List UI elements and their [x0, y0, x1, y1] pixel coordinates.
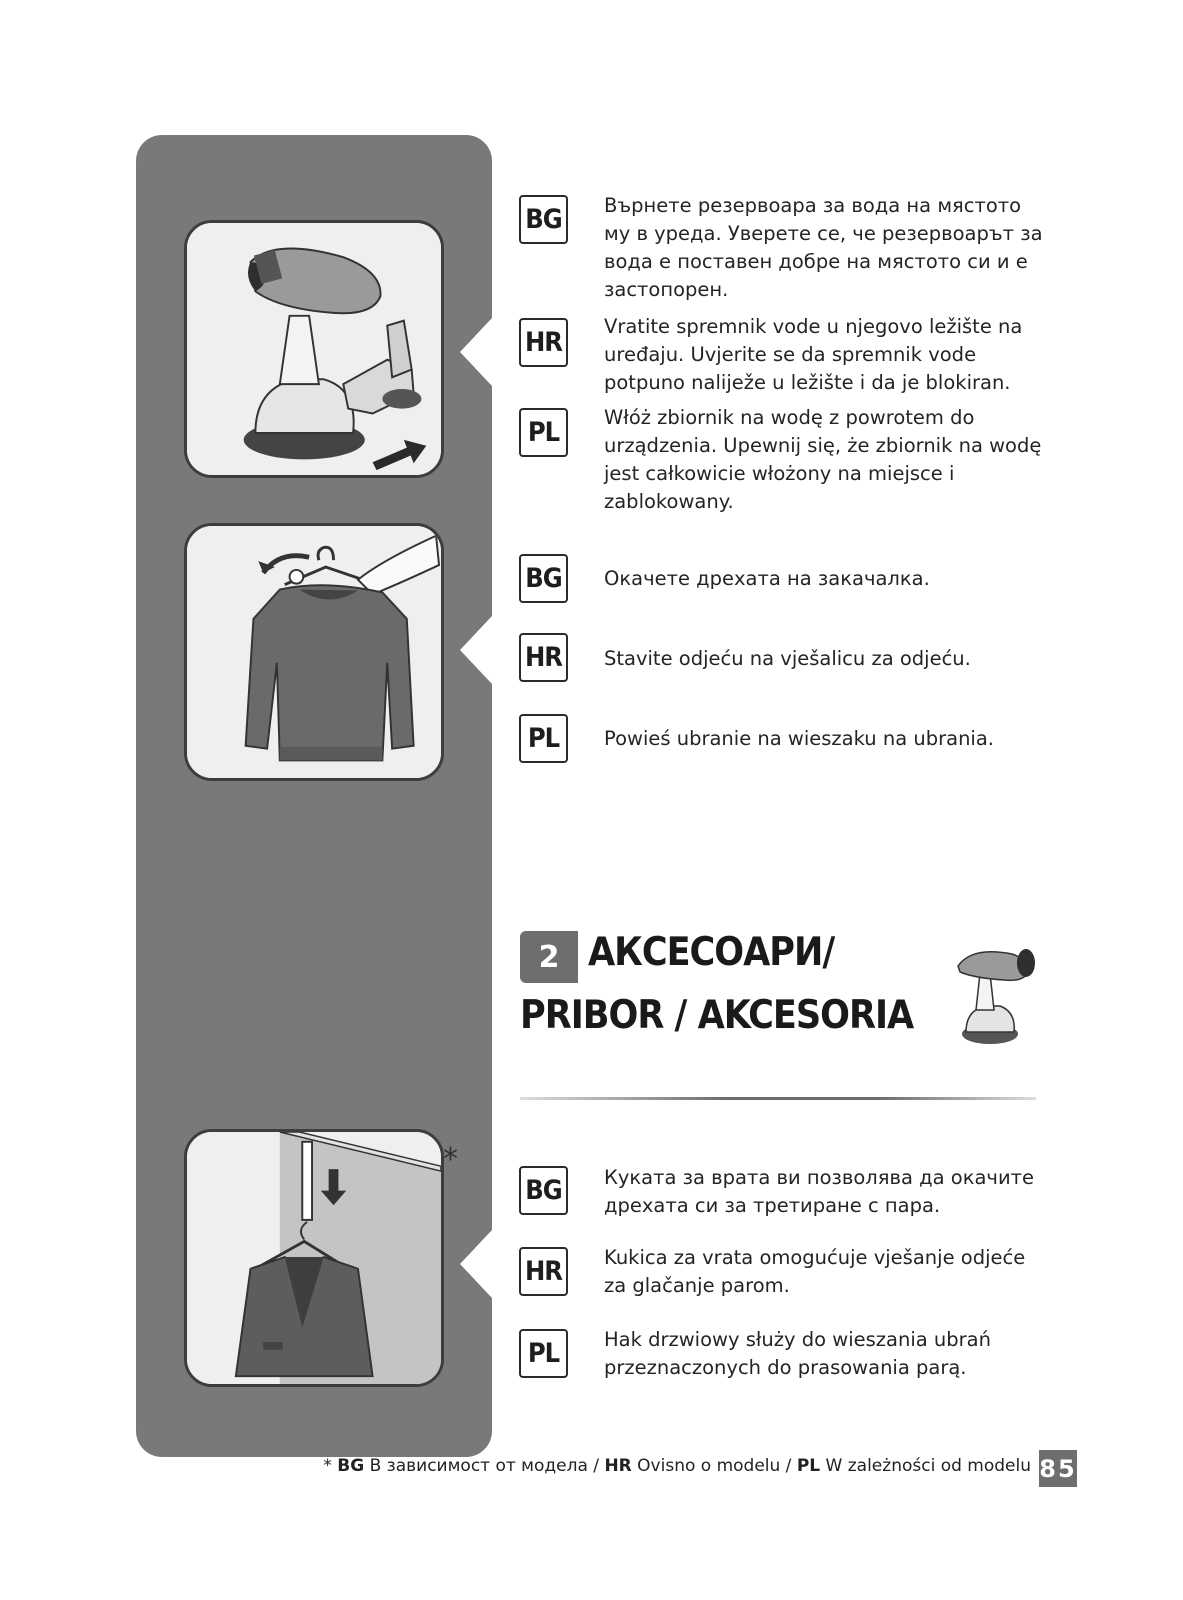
lang-badge-hr: HR	[519, 318, 568, 367]
section-divider	[520, 1097, 1036, 1100]
instruction-text-bg: Върнете резервоара за вода на мястото му в уреда. Уверете се, че резервоарът за вода е поставен добре на мястото си и е застопорен.	[604, 194, 1043, 301]
footnote-hr-text: Ovisno o modelu /	[631, 1456, 797, 1476]
panel-notch	[460, 1230, 492, 1298]
instruction-text-hr: Vratite spremnik vode u njegovo ležište na uređaju. Uvjerite se da spremnik vode potpuno naliježe u ležište i da je blokiran.	[604, 315, 1023, 394]
lang-badge-hr: HR	[519, 633, 568, 682]
footnote	[323, 1456, 1031, 1476]
hanger-sweater-illustration	[187, 526, 441, 778]
instruction-text-bg: Окачете дрехата на закачалка.	[604, 567, 930, 590]
footnote-bg-text: В зависимост от модела /	[364, 1456, 605, 1476]
page-number: 85	[1039, 1450, 1077, 1487]
instruction-text-hr: Stavite odjeću na vješalicu za odjeću.	[604, 647, 971, 670]
footnote-pl-text: W zależności od modelu	[820, 1456, 1031, 1476]
instruction-text-bg: Куката за врата ви позволява да окачите дрехата си за третиране с пара.	[604, 1166, 1034, 1217]
footnote-pl-code: PL	[796, 1456, 821, 1476]
section-title-line2: PRIBOR / AKCESORIA	[520, 993, 914, 1038]
panel-notch	[460, 616, 492, 684]
instruction-text-hr: Kukica za vrata omogućuje vješanje odjeće za glačanje parom.	[604, 1246, 1026, 1297]
illustration-door-hook	[184, 1129, 444, 1387]
footnote-star: *	[323, 1456, 338, 1476]
lang-badge-bg: BG	[519, 554, 568, 603]
instruction-text-pl: Powieś ubranie na wieszaku na ubrania.	[604, 727, 994, 750]
availability-asterisk: *	[443, 1142, 458, 1177]
footnote-bg-code: BG	[337, 1456, 365, 1476]
section-title-line1: АКСЕСОАРИ/	[588, 930, 835, 975]
section-number: 2	[520, 931, 578, 983]
instruction-text-pl: Włóż zbiornik na wodę z powrotem do urządzenia. Upewnij się, że zbiornik na wodę jest całkowicie włożony na miejsce i zablokowany.	[604, 406, 1042, 513]
door-hook-jacket-illustration	[187, 1132, 441, 1384]
illustration-insert-water-tank	[184, 220, 444, 478]
lang-badge-pl: PL	[519, 1329, 568, 1378]
panel-notch	[460, 318, 492, 386]
footnote-hr-code: HR	[604, 1456, 632, 1476]
steamer-accessory-icon	[950, 938, 1040, 1050]
lang-badge-hr: HR	[519, 1247, 568, 1296]
lang-badge-pl: PL	[519, 714, 568, 763]
instruction-text-pl: Hak drzwiowy służy do wieszania ubrań przeznaczonych do prasowania parą.	[604, 1328, 991, 1379]
lang-badge-bg: BG	[519, 195, 568, 244]
lang-badge-pl: PL	[519, 408, 568, 457]
illustration-hang-garment	[184, 523, 444, 781]
steamer-tank-illustration	[187, 223, 441, 475]
lang-badge-bg: BG	[519, 1166, 568, 1215]
